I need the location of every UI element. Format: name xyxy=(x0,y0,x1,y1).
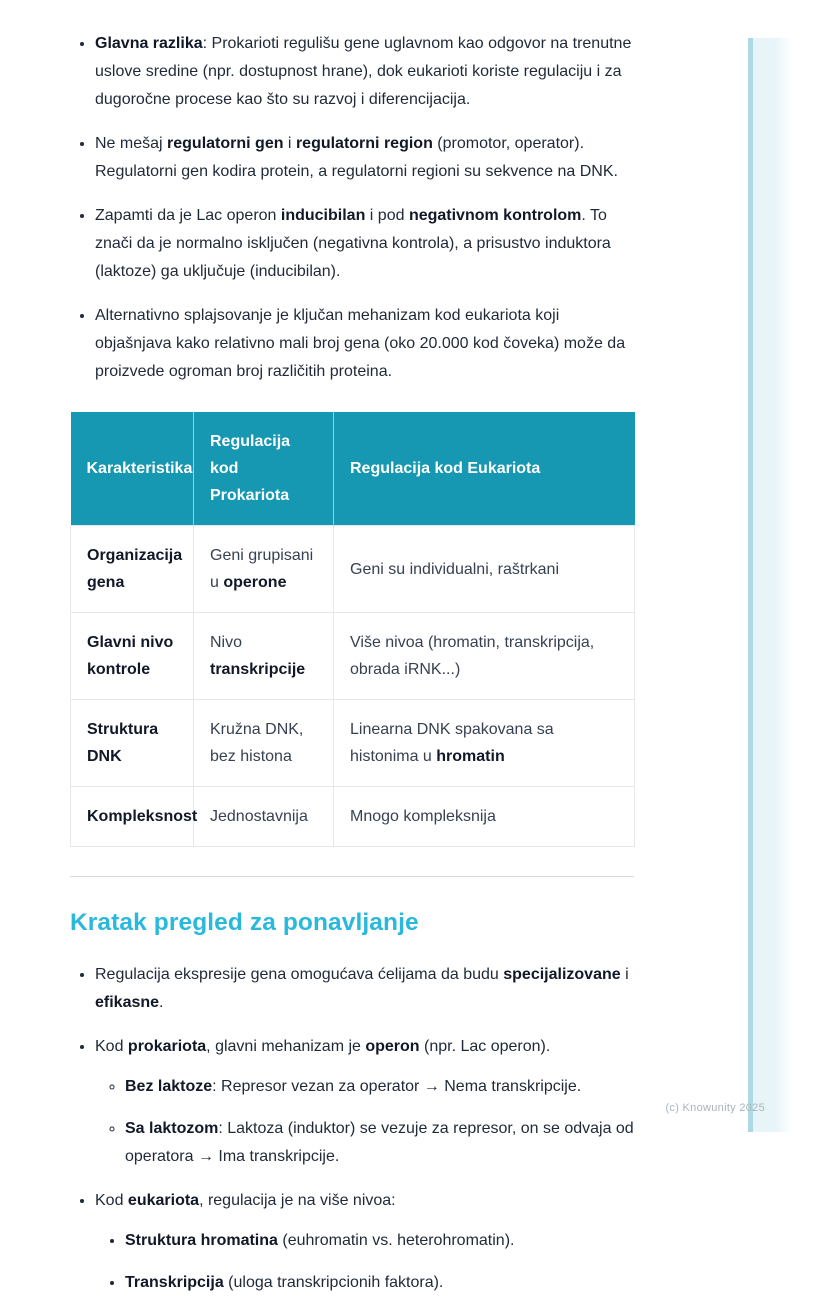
table-row xyxy=(71,700,635,787)
sub-list-item xyxy=(125,1227,634,1255)
table-row xyxy=(71,526,635,613)
bold-text: Bez laktoze xyxy=(125,1078,213,1095)
text: Mnogo kompleksnija xyxy=(350,808,496,825)
table-cell xyxy=(71,613,194,700)
text: Geni grupisani u xyxy=(210,547,314,591)
bold-text: transkripcije xyxy=(210,661,306,678)
table-cell xyxy=(194,787,334,847)
text: , glavni mehanizam je xyxy=(206,1038,366,1055)
text: Jednostavnija xyxy=(210,808,308,825)
text: . To znači da je normalno isključen (negativna kontrola), a prisustvo induktora (laktoze) ga uključuje (inducibilan). xyxy=(95,207,611,280)
table-row xyxy=(71,613,635,700)
table-cell xyxy=(334,526,635,613)
bold-text: Glavni nivo kontrole xyxy=(87,634,174,678)
list-item xyxy=(95,30,634,114)
bold-text: Glavna razlika xyxy=(95,35,203,52)
bold-text: eukariota xyxy=(127,1192,200,1209)
text: Alternativno splajsovanje je ključan mehanizam kod eukariota koji objašnjava kako relativno mali broj gena (oko 20.000 kod čoveka) može da proizvede ogroman broj različitih proteina. xyxy=(95,307,626,380)
text: Kod xyxy=(95,1192,128,1209)
table-cell xyxy=(194,526,334,613)
table-header xyxy=(71,412,635,526)
bold-text: Struktura DNK xyxy=(87,721,159,765)
copyright-footer: (c) Knowunity 2025 xyxy=(665,1102,765,1114)
bold-text: specijalizovane xyxy=(503,966,621,983)
text: (promotor, operator). Regulatorni gen kodira protein, a regulatorni regioni su sekvence na DNK. xyxy=(95,135,618,180)
bold-text: Transkripcija xyxy=(125,1274,224,1291)
bold-text: hromatin xyxy=(436,748,505,765)
table-cell xyxy=(71,787,198,847)
table-cell xyxy=(71,526,194,613)
sub-list xyxy=(95,1073,634,1171)
bold-text: Sa laktozom xyxy=(125,1120,219,1137)
bold-text: regulatorni region xyxy=(295,135,433,152)
bold-text: negativnom kontrolom xyxy=(408,207,582,224)
text: (uloga transkripcionih faktora). xyxy=(223,1274,444,1291)
bold-text: Struktura hromatina xyxy=(125,1232,278,1249)
table-cell xyxy=(334,787,635,847)
section-divider xyxy=(70,876,634,877)
list-item xyxy=(95,202,634,286)
sub-list-item xyxy=(125,1269,634,1297)
text: , regulacija je na više nivoa: xyxy=(199,1192,396,1209)
text: Nivo xyxy=(210,634,243,651)
text: : Laktoza (induktor) se vezuje za represor, on se odvaja od operatora → Ima transkripcije. xyxy=(125,1120,634,1165)
bold-text: operone xyxy=(223,574,287,591)
list-item xyxy=(95,1033,634,1171)
text: Ne mešaj xyxy=(95,135,168,152)
section-heading: Kratak pregled za ponavljanje xyxy=(70,909,419,936)
bold-text: Kompleksnost xyxy=(87,808,198,825)
text: Linearna DNK spakovana sa histonima u xyxy=(350,721,554,765)
text: Kružna DNK, bez histona xyxy=(210,721,304,765)
table-header-cell: Karakteristika xyxy=(71,412,194,526)
document-content xyxy=(70,0,634,1297)
table-cell xyxy=(194,700,334,787)
text: Geni su individualni, raštrkani xyxy=(350,560,559,578)
bold-text: Organizacija gena xyxy=(87,547,183,591)
text: Više nivoa (hromatin, transkripcija, obrada iRNK...) xyxy=(350,634,595,678)
bold-text: efikasne xyxy=(95,994,160,1011)
text: . xyxy=(159,994,164,1011)
summary-bullet-list xyxy=(70,961,634,1297)
text: (euhromatin vs. heterohromatin). xyxy=(277,1232,515,1249)
text: Zapamti da je Lac operon xyxy=(95,207,281,224)
list-item xyxy=(95,130,634,186)
text: (npr. Lac operon). xyxy=(419,1038,551,1055)
page-edge-line xyxy=(748,38,753,1132)
text: Regulacija ekspresije gena omogućava ćelijama da budu xyxy=(95,966,504,983)
table-cell xyxy=(71,700,194,787)
sub-list xyxy=(95,1227,634,1297)
intro-bullet-list xyxy=(70,30,634,386)
comparison-table xyxy=(70,412,635,847)
text: i xyxy=(620,966,629,983)
sub-list-item xyxy=(125,1115,634,1171)
list-item xyxy=(95,302,634,386)
table-cell xyxy=(334,700,635,787)
table-cell xyxy=(334,613,635,700)
page-edge-highlight xyxy=(753,38,792,1132)
table-row xyxy=(71,787,635,847)
bold-text: operon xyxy=(365,1038,420,1055)
table-header-cell: Regulacija kod Prokariota xyxy=(194,412,334,526)
table-header-cell: Regulacija kod Eukariota xyxy=(334,412,635,526)
text: Kod xyxy=(95,1038,128,1055)
bold-text: inducibilan xyxy=(280,207,366,224)
text: i xyxy=(283,135,296,152)
text: i pod xyxy=(365,207,409,224)
sub-list-item xyxy=(125,1073,634,1101)
table-cell xyxy=(194,613,334,700)
text: : Prokarioti regulišu gene uglavnom kao odgovor na trenutne uslove sredine (npr. dostupnost hrane), dok eukarioti koriste regulaciju i za dugoročne procese kao što su razvoj i diferencijacija. xyxy=(95,35,632,108)
text: : Represor vezan za operator → Nema transkripcije. xyxy=(212,1078,582,1095)
list-item xyxy=(95,961,634,1017)
bold-text: prokariota xyxy=(127,1038,207,1055)
list-item xyxy=(95,1187,634,1297)
bold-text: regulatorni gen xyxy=(167,135,284,152)
